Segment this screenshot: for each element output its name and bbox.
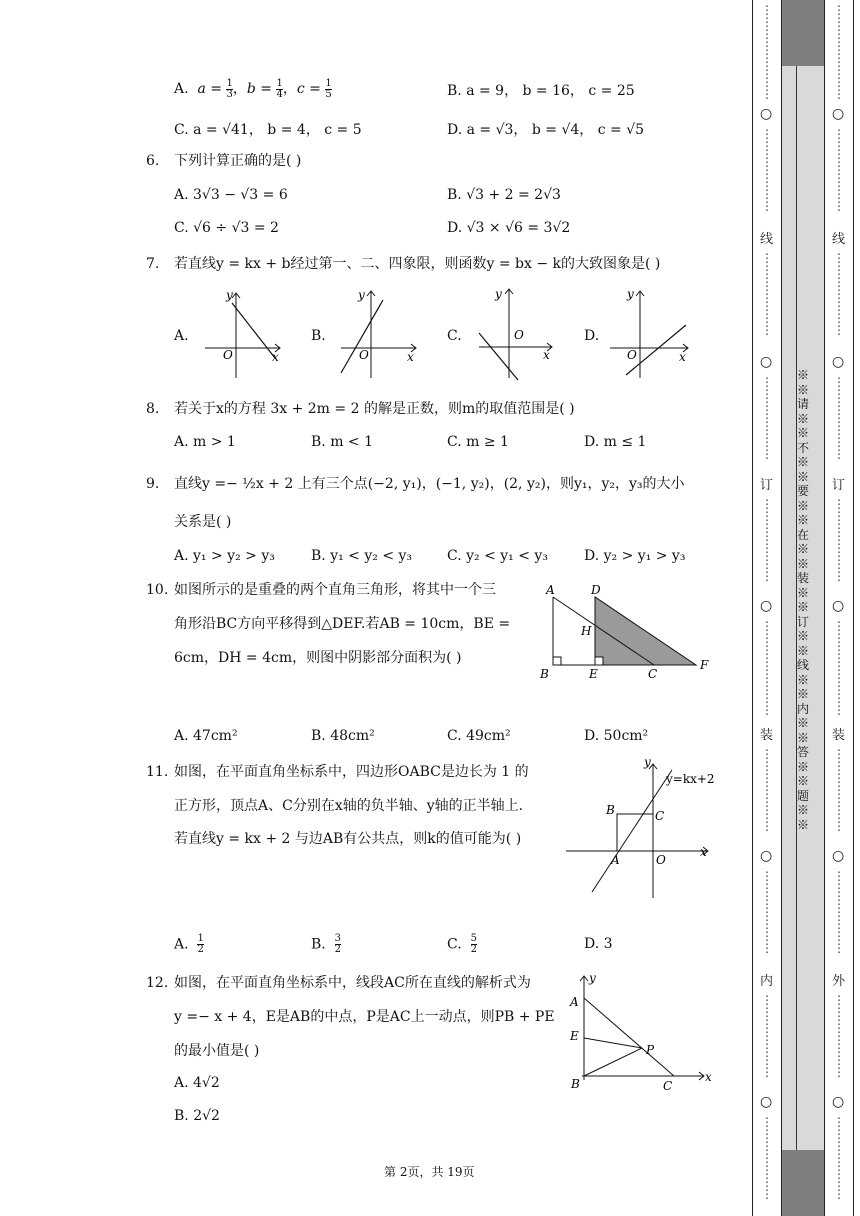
q7-number: 7. [146, 256, 160, 272]
svg-text:x: x [407, 350, 414, 364]
outer-dots: ⋮ ⋮ ⋮ ⋮ ⋮ ⋮ ⋮ [833, 869, 845, 955]
outer-dots: ⋮ ⋮ ⋮ ⋮ ⋮ ⋮ ⋮ [833, 1115, 845, 1201]
outer-dots: ⋮ ⋮ ⋮ ⋮ ⋮ ⋮ ⋮ [833, 127, 845, 213]
q12-label-b: B [571, 1077, 580, 1091]
q7-graph-d [608, 285, 693, 381]
q11-option-a: A. $\frac{1}{2}$ [174, 933, 204, 955]
q5-option-d: D. a = √3， b = √4， c = √5 [447, 122, 645, 138]
q7-graph-c [474, 285, 559, 381]
q8-option-c: C. m ≥ 1 [447, 434, 509, 450]
q12-label-e: E [570, 1029, 579, 1043]
svg-text:O: O [514, 328, 524, 342]
q10-option-c: C. 49cm² [447, 728, 511, 744]
q9-stem-line1: 直线y =− ½x + 2 上有三个点(−2, y₁)，(−1, y₂)，(2, y₂)，则y₁，y₂，y₃的大小 [174, 476, 685, 492]
q11-label-b: B [606, 803, 615, 817]
q10-line1: 如图所示的是重叠的两个直角三角形，将其中一个三 [174, 582, 496, 598]
q9-option-b: B. y₁ < y₂ < y₃ [311, 548, 413, 564]
q12-label-y: y [589, 971, 596, 985]
q12-option-a: A. 4√2 [174, 1075, 220, 1091]
q6-option-a: A. 3√3 − √3 = 6 [174, 187, 288, 203]
q11-number: 11. [146, 764, 169, 780]
q11-option-c: C. $\frac{5}{2}$ [447, 933, 477, 955]
svg-text:y: y [358, 288, 365, 302]
q11-label-o: O [656, 853, 666, 867]
svg-text:y: y [627, 287, 634, 301]
q8-number: 8. [146, 401, 160, 417]
q11-label-y: y [644, 756, 651, 769]
q11-label-line: y=kx+2 [666, 772, 715, 786]
q5-option-c: C. a = √41， b = 4， c = 5 [174, 122, 362, 138]
q6-option-c: C. √6 ÷ √3 = 2 [174, 220, 279, 236]
inner-dots: ⋮ ⋮ ⋮ ⋮ ⋮ ⋮ ⋮ [761, 1115, 773, 1201]
svg-text:O: O [359, 348, 369, 362]
q10-label-f: F [700, 658, 709, 672]
q11-line1: 如图，在平面直角坐标系中，四边形OABC是边长为 1 的 [174, 764, 529, 780]
q10-option-a: A. 47cm² [174, 728, 238, 744]
q12-label-c: C [663, 1079, 673, 1093]
q10-label-a: A [546, 583, 555, 597]
q11-label-c: C [655, 809, 665, 823]
inner-circle-3: ○ [760, 598, 773, 614]
svg-text:x: x [679, 350, 686, 364]
q11-label-x: x [700, 845, 707, 859]
inner-dots: ⋮ ⋮ ⋮ ⋮ ⋮ ⋮ ⋮ [761, 993, 773, 1079]
q12-figure [564, 968, 724, 1094]
svg-text:x: x [272, 350, 279, 364]
q9-number: 9. [146, 476, 160, 492]
q10-label-e: E [589, 667, 598, 681]
q7-option-a: A. [174, 328, 189, 344]
inner-dots: ⋮ ⋮ ⋮ ⋮ ⋮ ⋮ ⋮ [761, 497, 773, 583]
inner-circle-1: ○ [760, 106, 773, 122]
q12-label-x: x [705, 1070, 712, 1084]
q7-graph-a [200, 285, 285, 381]
q7-option-b: B. [311, 328, 326, 344]
q7-option-c: C. [447, 328, 462, 344]
q8-stem: 若关于x的方程 3x + 2m = 2 的解是正数，则m的取值范围是( ) [174, 401, 575, 417]
svg-text:x: x [543, 348, 550, 362]
q9-option-d: D. y₂ > y₁ > y₃ [584, 548, 686, 564]
q11-line3: 若直线y = kx + 2 与边AB有公共点，则k的值可能为( ) [174, 831, 522, 847]
inner-dots: ⋮ ⋮ ⋮ ⋮ ⋮ ⋮ ⋮ [761, 869, 773, 955]
q10-figure [536, 580, 716, 685]
inner-dots: ⋮ ⋮ ⋮ ⋮ ⋮ ⋮ ⋮ [761, 251, 773, 337]
inner-char-xian: 线 [760, 232, 774, 247]
q9-option-a: A. y₁ > y₂ > y₃ [174, 548, 275, 564]
q10-number: 10. [146, 582, 169, 598]
q11-option-b: B. $\frac{3}{2}$ [311, 933, 342, 955]
outer-circle-3: ○ [832, 598, 845, 614]
outer-dots: ⋮ ⋮ ⋮ ⋮ ⋮ ⋮ ⋮ [833, 993, 845, 1079]
outer-char-ding: 订 [832, 478, 846, 493]
outer-dots: ⋮ ⋮ ⋮ ⋮ ⋮ ⋮ ⋮ [833, 497, 845, 583]
q10-label-b: B [540, 667, 549, 681]
outer-dots: ⋮ ⋮ ⋮ ⋮ ⋮ ⋮ ⋮ [833, 251, 845, 337]
q10-option-d: D. 50cm² [584, 728, 649, 744]
outer-char-wai: 外 [832, 974, 846, 989]
svg-text:O: O [223, 348, 233, 362]
q8-option-b: B. m < 1 [311, 434, 374, 450]
q6-option-d: D. √3 × √6 = 3√2 [447, 220, 571, 236]
inner-circle-5: ○ [760, 1094, 773, 1110]
q6-number: 6. [146, 153, 160, 169]
inner-char-zhuang: 装 [760, 728, 774, 743]
outer-circle-2: ○ [832, 354, 845, 370]
svg-text:O: O [627, 348, 637, 362]
q6-stem: 下列计算正确的是( ) [174, 153, 302, 169]
inner-dots: ⋮ ⋮ ⋮ ⋮ ⋮ ⋮ ⋮ [761, 127, 773, 213]
outer-circle-5: ○ [832, 1094, 845, 1110]
q10-line2: 角形沿BC方向平移得到△DEF.若AB = 10cm，BE = [174, 616, 511, 632]
inner-circle-4: ○ [760, 848, 773, 864]
outer-dots: ⋮ ⋮ ⋮ ⋮ ⋮ ⋮ ⋮ [833, 375, 845, 461]
inner-dots: ⋮ ⋮ ⋮ ⋮ ⋮ ⋮ ⋮ ⋮ [761, 619, 773, 717]
q12-line1: 如图，在平面直角坐标系中，线段AC所在直线的解析式为 [174, 975, 531, 991]
q10-label-c: C [648, 667, 658, 681]
q8-option-d: D. m ≤ 1 [584, 434, 647, 450]
q11-label-a: A [611, 853, 620, 867]
inner-char-nei: 内 [760, 974, 774, 989]
page-footer: 第 2页，共 19页 [384, 1165, 475, 1179]
q12-label-a: A [570, 995, 579, 1009]
q11-line2: 正方形，顶点A、C分别在x轴的负半轴、y轴的正半轴上. [174, 798, 524, 814]
q12-option-b: B. 2√2 [174, 1108, 220, 1124]
q12-label-p: P [646, 1043, 655, 1057]
q6-option-b: B. √3 + 2 = 2√3 [447, 187, 561, 203]
outer-char-zhuang: 装 [832, 728, 846, 743]
q10-option-b: B. 48cm² [311, 728, 375, 744]
inner-dots: ⋮ ⋮ ⋮ ⋮ ⋮ ⋮ ⋮ ⋮ [761, 3, 773, 101]
outer-circle-4: ○ [832, 848, 845, 864]
inner-dots: ⋮ ⋮ ⋮ ⋮ ⋮ ⋮ ⋮ [761, 747, 773, 833]
q11-figure [564, 756, 724, 901]
binding-warning-text: ※※请※※不※※要※※在※※装※※订※※线※※内※※答※※题※※ [796, 368, 809, 832]
q7-option-d: D. [584, 328, 600, 344]
svg-text:y: y [226, 288, 233, 302]
q8-option-a: A. m > 1 [174, 434, 236, 450]
outer-dots: ⋮ ⋮ ⋮ ⋮ ⋮ ⋮ ⋮ ⋮ [833, 3, 845, 101]
q12-line3: 的最小值是( ) [174, 1043, 260, 1059]
inner-dots: ⋮ ⋮ ⋮ ⋮ ⋮ ⋮ ⋮ [761, 375, 773, 461]
q10-label-d: D [591, 583, 601, 597]
binding-warning-strip [782, 0, 824, 1216]
q12-line2: y =− x + 4，E是AB的中点，P是AC上一动点，则PB + PE [174, 1009, 555, 1025]
q10-line3: 6cm，DH = 4cm，则图中阴影部分面积为( ) [174, 650, 462, 666]
inner-circle-2: ○ [760, 354, 773, 370]
outer-char-xian: 线 [832, 232, 846, 247]
q9-stem-line2: 关系是( ) [174, 514, 232, 530]
q7-stem: 若直线y = kx + b经过第一、二、四象限，则函数y = bx − k的大致图象是( ) [174, 256, 661, 272]
q9-option-c: C. y₂ < y₁ < y₃ [447, 548, 548, 564]
q7-graph-b [338, 285, 423, 381]
inner-char-ding: 订 [760, 478, 774, 493]
q10-label-h: H [581, 624, 592, 638]
q11-option-d: D. 3 [584, 936, 613, 952]
outer-dots: ⋮ ⋮ ⋮ ⋮ ⋮ ⋮ ⋮ [833, 747, 845, 833]
q5-option-b: B. a = 9， b = 16， c = 25 [447, 83, 635, 99]
q5-option-a: A. a = $\frac{1}{3}$ ，b = $\frac{1}{4}$ ，c = $\frac{1}{5}$ [174, 77, 332, 100]
q12-number: 12. [146, 975, 169, 991]
svg-text:y: y [495, 287, 502, 301]
outer-dots: ⋮ ⋮ ⋮ ⋮ ⋮ ⋮ ⋮ ⋮ [833, 619, 845, 717]
outer-circle-1: ○ [832, 106, 845, 122]
